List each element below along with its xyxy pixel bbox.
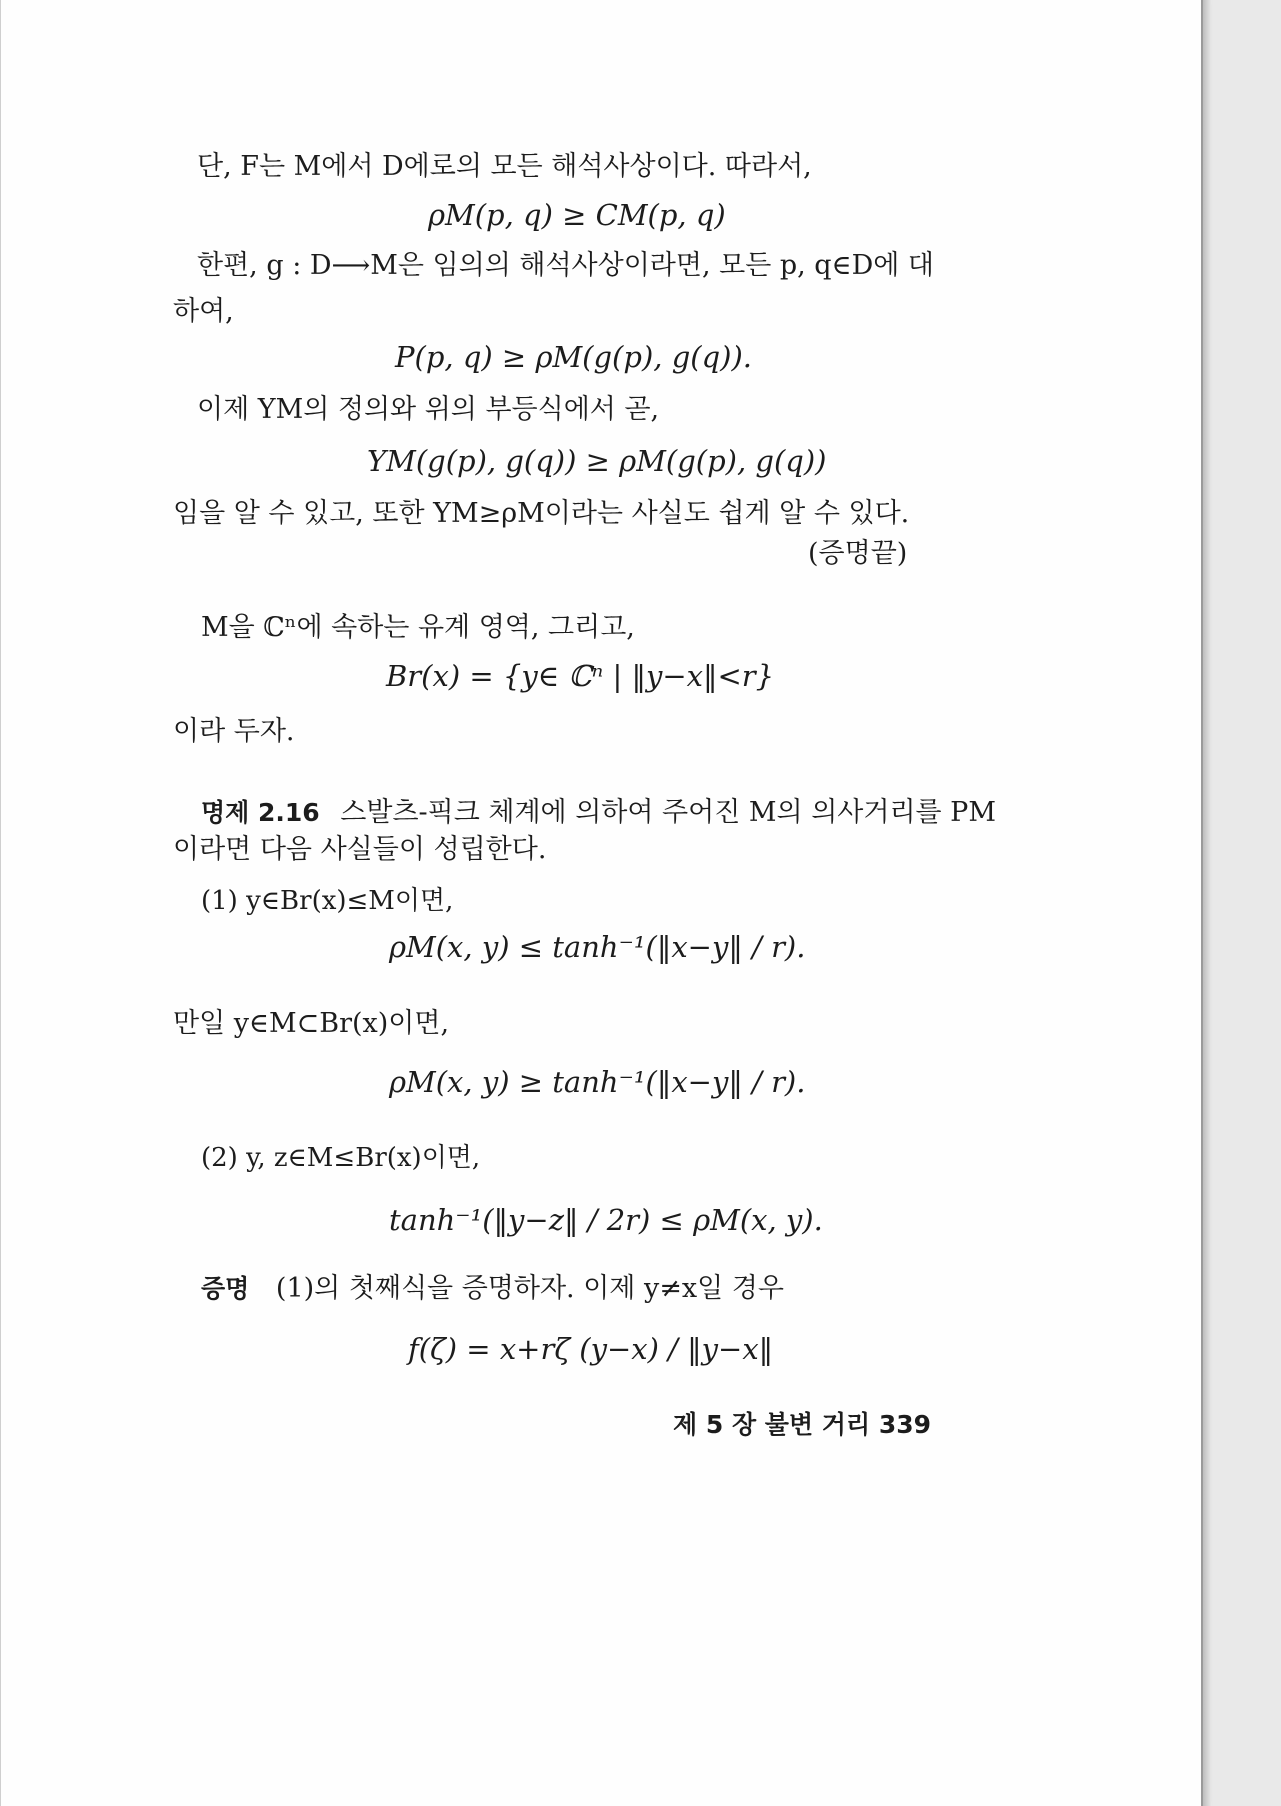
equation: ρM(x, y) ≤ tanh⁻¹(‖x−y‖ / r). xyxy=(389,930,806,964)
text-line: 만일 y∈M⊂Br(x)이면, xyxy=(173,1008,450,1039)
page-edge xyxy=(1203,0,1211,1806)
text-line: 이라면 다음 사실들이 성립한다. xyxy=(173,834,547,865)
equation: Br(x) = {y∈ ℂⁿ | ‖y−x‖<r} xyxy=(386,659,775,693)
text-line: 이제 YM의 정의와 위의 부등식에서 곧, xyxy=(197,394,660,425)
proposition-line xyxy=(201,799,996,826)
proof-label: 증명 xyxy=(201,1274,250,1303)
item-1: (1) y∈Br(x)≤M이면, xyxy=(201,886,454,916)
text-line: M을 ℂⁿ에 속하는 유계 영역, 그리고, xyxy=(201,612,635,643)
text-line: 이라 두자. xyxy=(173,716,295,747)
item-2: (2) y, z∈M≤Br(x)이면, xyxy=(201,1143,481,1173)
qed-mark: (증명끝) xyxy=(808,538,908,569)
proof-line xyxy=(201,1275,784,1302)
text-line: 하여, xyxy=(173,296,234,327)
equation: ρM(x, y) ≥ tanh⁻¹(‖x−y‖ / r). xyxy=(389,1065,806,1099)
text-line: 한편, g : D⟶M은 임의의 해석사상이라면, 모든 p, q∈D에 대 xyxy=(197,250,934,281)
text-line: 단, F는 M에서 D에로의 모든 해석사상이다. 따라서, xyxy=(197,151,812,182)
proposition-label: 명제 2.16 xyxy=(201,798,320,827)
equation: YM(g(p), g(q)) ≥ ρM(g(p), g(q)) xyxy=(367,444,827,478)
proposition-text: 스발츠-픽크 체계에 의하여 주어진 M의 의사거리를 PM xyxy=(340,797,996,828)
equation: f(ζ) = x+rζ (y−x) / ‖y−x‖ xyxy=(408,1332,774,1366)
equation: P(p, q) ≥ ρM(g(p), g(q)). xyxy=(395,340,752,374)
text-line: 임을 알 수 있고, 또한 YM≥ρM이라는 사실도 쉽게 알 수 있다. xyxy=(173,498,910,529)
equation: ρM(p, q) ≥ CM(p, q) xyxy=(428,198,726,232)
proof-text: (1)의 첫째식을 증명하자. 이제 y≠x일 경우 xyxy=(275,1273,784,1304)
equation: tanh⁻¹(‖y−z‖ / 2r) ≤ ρM(x, y). xyxy=(389,1203,823,1237)
page-footer: 제 5 장 불변 거리 339 xyxy=(673,1410,931,1439)
